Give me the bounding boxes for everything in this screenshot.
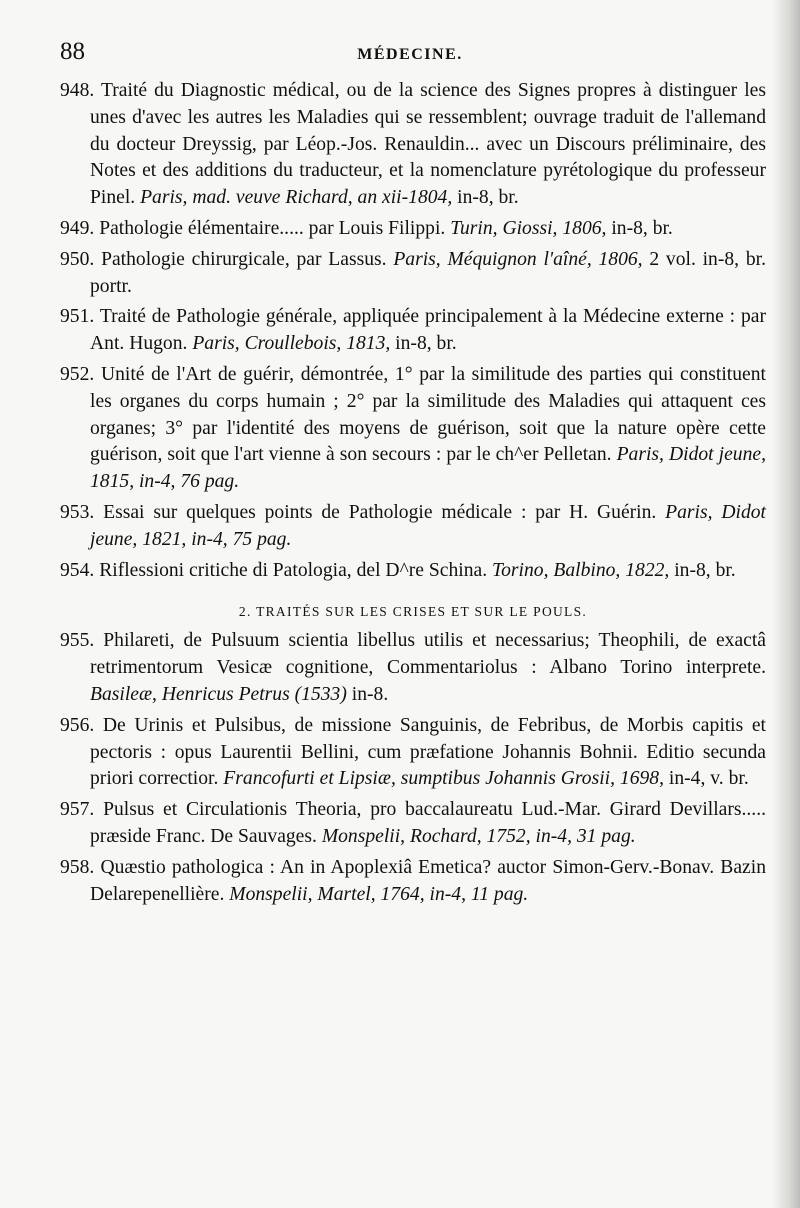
page-edge-shadow bbox=[772, 0, 800, 1208]
entry-publication: Paris, Didot jeune, 1815, in-4, 76 pag. bbox=[90, 444, 766, 493]
bibliography-list bbox=[60, 78, 766, 912]
entry-publication: Paris, Croullebois, 1813, bbox=[192, 333, 391, 355]
entry-number: 953. bbox=[60, 501, 95, 523]
entry-publication: Paris, mad. veuve Richard, an xii-1804, bbox=[140, 187, 453, 209]
bibliography-entry bbox=[60, 362, 766, 496]
entry-text: Quæstio pathologica : An in Apoplexiâ Emetica? auctor Simon-Gerv.-Bonav. Bazin Delarepenellière. bbox=[90, 856, 766, 905]
entry-publication: Basileæ, Henricus Petrus (1533) bbox=[90, 683, 347, 705]
page-number: 88 bbox=[60, 38, 85, 65]
page-header bbox=[60, 38, 760, 72]
bibliography-entry bbox=[60, 797, 766, 851]
entry-text: Philareti, de Pulsuum scientia libellus utilis et necessarius; Theophili, de exactâ retrimentorum Vesicæ cognitione, Commentariolus : Albano Torino interprete. bbox=[90, 630, 766, 679]
entry-number: 958. bbox=[60, 856, 95, 878]
entry-format: in-8, br. bbox=[390, 333, 457, 355]
bibliography-entry bbox=[60, 247, 766, 301]
entry-number: 955. bbox=[60, 630, 95, 652]
entry-publication: Monspelii, Martel, 1764, in-4, 11 pag. bbox=[229, 883, 529, 905]
bibliography-entry bbox=[60, 216, 766, 243]
entry-number: 948. bbox=[60, 80, 95, 101]
bibliography-entry bbox=[60, 78, 766, 212]
entry-text: Traité du Diagnostic médical, ou de la science des Signes propres à distinguer les unes d'avec les autres les Maladies qui se ressemblent; ouvrage traduit de l'allemand du docteur Dreyssig, par Léop.-Jos. Renauldin... avec un Discours préliminaire, des Notes et des additions du traducteur, et la nomenclature pyrétologique du professeur Pinel. bbox=[90, 80, 766, 209]
entry-number: 951. bbox=[60, 306, 95, 328]
entry-format: in-4, v. br. bbox=[664, 768, 749, 790]
entry-text: Essai sur quelques points de Pathologie médicale : par H. Guérin. bbox=[94, 501, 666, 523]
entry-format: 2 vol. in-8, br. portr. bbox=[90, 248, 766, 297]
entry-number: 954. bbox=[60, 559, 95, 581]
bibliography-entry bbox=[60, 500, 766, 554]
entry-format: in-8, br. bbox=[452, 187, 519, 209]
entry-publication: Torino, Balbino, 1822, bbox=[492, 559, 670, 581]
entry-text: Traité de Pathologie générale, appliquée principalement à la Médecine externe : par Ant. Hugon. bbox=[90, 306, 766, 355]
entry-publication: Monspelii, Rochard, 1752, in-4, 31 pag. bbox=[321, 825, 636, 847]
bibliography-entry bbox=[60, 855, 766, 909]
entry-text: Pulsus et Circulationis Theoria, pro baccalaureatu Lud.-Mar. Girard Devillars..... præside Franc. De Sauvages. bbox=[90, 799, 766, 847]
entry-format: in-8, br. bbox=[606, 217, 673, 239]
entry-number: 949. bbox=[60, 217, 95, 239]
entry-text: Pathologie élémentaire..... par Louis Filippi. bbox=[94, 217, 451, 239]
entry-publication: Francofurti et Lipsiæ, sumptibus Johannis Grosii, 1698, bbox=[223, 768, 665, 790]
entry-publication: Paris, Didot jeune, 1821, in-4, 75 pag. bbox=[90, 501, 766, 550]
running-title: MÉDECINE. bbox=[357, 46, 463, 63]
entry-publication: Turin, Giossi, 1806, bbox=[450, 217, 607, 239]
entry-text: De Urinis et Pulsibus, de missione Sanguinis, de Febribus, de Morbis capitis et pectoris : opus Laurentii Bellini, cum præfatione Johannis Bohnii. Editio secunda priori correctior. bbox=[90, 714, 766, 790]
bibliography-entry bbox=[60, 628, 766, 708]
entry-number: 957. bbox=[60, 799, 95, 821]
entry-number: 950. bbox=[60, 248, 95, 270]
section-heading: 2. TRAITÉS SUR LES CRISES ET SUR LE POULS. bbox=[238, 604, 588, 620]
entry-number: 952. bbox=[60, 363, 95, 385]
entry-number: 956. bbox=[60, 714, 95, 736]
entry-format: in-8, br. bbox=[669, 559, 736, 581]
entry-format: in-8. bbox=[346, 683, 389, 705]
bibliography-entry bbox=[60, 558, 766, 585]
entry-text: Pathologie chirurgicale, par Lassus. bbox=[94, 248, 394, 270]
entry-publication: Paris, Méquignon l'aîné, 1806, bbox=[393, 248, 643, 270]
entry-text: Unité de l'Art de guérir, démontrée, 1° par la similitude des parties qui constituent les organes du corps humain ; 2° par la similitude des Maladies qui attaquent ces organes; 3° par l'identité des moyens de guérison, soit que la nature opère cette guérison, soit que l'art vienne à son secours : par le ch^er Pelletan. bbox=[90, 363, 766, 466]
entry-text: Riflessioni critiche di Patologia, del D^re Schina. bbox=[94, 559, 493, 581]
bibliography-entry bbox=[60, 304, 766, 358]
bibliography-entry bbox=[60, 713, 766, 793]
